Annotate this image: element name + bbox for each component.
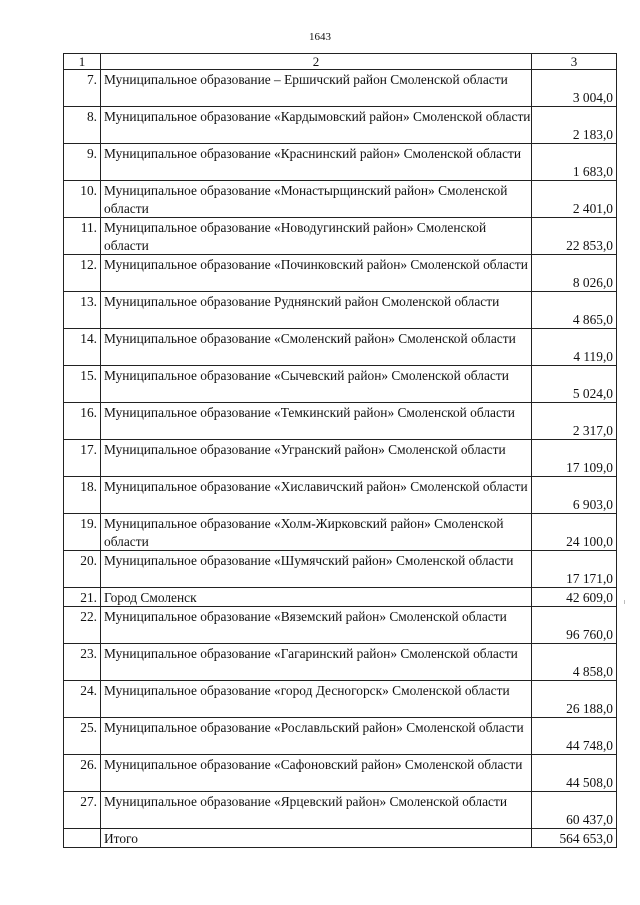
table-row [64,477,617,514]
municipality-name: Муниципальное образование «Шумячский район» Смоленской области [101,551,532,588]
table-row [64,718,617,755]
municipality-name: Муниципальное образование «Хиславичский район» Смоленской области [101,477,532,514]
table-row [64,588,617,607]
amount-value: 26 188,0 [532,681,617,718]
row-number: 22. [64,607,101,644]
municipality-name: Муниципальное образование – Ершичский район Смоленской области [101,70,532,107]
table-row [64,792,617,829]
municipality-name: Муниципальное образование «Починковский район» Смоленской области [101,255,532,292]
row-number: 25. [64,718,101,755]
municipality-name: Муниципальное образование «Угранский район» Смоленской области [101,440,532,477]
municipality-name: Муниципальное образование «Новодугинский район» Смоленской области [101,218,532,255]
header-row [64,54,617,70]
table-row [64,644,617,681]
table-row [64,255,617,292]
row-number: 9. [64,144,101,181]
amount-value: 8 026,0 [532,255,617,292]
amount-value: 24 100,0 [532,514,617,551]
municipality-name: Муниципальное образование «Холм-Жирковский район» Смоленской области [101,514,532,551]
table-row [64,107,617,144]
municipality-name: Муниципальное образование «Смоленский район» Смоленской области [101,329,532,366]
amount-value: 96 760,0 [532,607,617,644]
row-number: 19. [64,514,101,551]
row-number: 21. [64,588,101,607]
amount-value: 17 171,0 [532,551,617,588]
row-number: 20. [64,551,101,588]
municipality-name: Муниципальное образование «Кардымовский район» Смоленской области [101,107,532,144]
scan-mark [624,600,625,604]
row-number: 13. [64,292,101,329]
table-row [64,551,617,588]
municipality-name: Муниципальное образование «Сычевский район» Смоленской области [101,366,532,403]
subsidy-table [63,53,617,848]
table-row [64,403,617,440]
row-number: 11. [64,218,101,255]
row-number: 23. [64,644,101,681]
municipality-name: Муниципальное образование «Вяземский район» Смоленской области [101,607,532,644]
row-number: 27. [64,792,101,829]
table-row [64,70,617,107]
row-number: 12. [64,255,101,292]
row-number: 10. [64,181,101,218]
amount-value: 22 853,0 [532,218,617,255]
header-col-3: 3 [532,54,617,70]
amount-value: 4 119,0 [532,329,617,366]
amount-value: 1 683,0 [532,144,617,181]
row-number: 15. [64,366,101,403]
row-number: 26. [64,755,101,792]
amount-value: 4 865,0 [532,292,617,329]
municipality-name: Муниципальное образование «Монастырщинский район» Смоленской области [101,181,532,218]
amount-value: 5 024,0 [532,366,617,403]
table-row [64,329,617,366]
municipality-name: Муниципальное образование «Краснинский район» Смоленской области [101,144,532,181]
table-row [64,755,617,792]
row-number: 24. [64,681,101,718]
municipality-name: Город Смоленск [101,588,532,607]
table-row [64,218,617,255]
municipality-name: Муниципальное образование «Сафоновский район» Смоленской области [101,755,532,792]
table-row [64,366,617,403]
table-row [64,514,617,551]
amount-value: 42 609,0 [532,588,617,607]
municipality-name: Муниципальное образование «Гагаринский район» Смоленской области [101,644,532,681]
table-row [64,607,617,644]
amount-value: 44 508,0 [532,755,617,792]
amount-value: 2 183,0 [532,107,617,144]
amount-value: 3 004,0 [532,70,617,107]
municipality-name: Муниципальное образование «Рославльский район» Смоленской области [101,718,532,755]
row-number: 8. [64,107,101,144]
row-number: 7. [64,70,101,107]
table-row [64,681,617,718]
row-number: 16. [64,403,101,440]
amount-value: 44 748,0 [532,718,617,755]
header-col-1: 1 [64,54,101,70]
row-number: 18. [64,477,101,514]
total-number [64,829,101,848]
amount-value: 4 858,0 [532,644,617,681]
table-row [64,440,617,477]
table-row [64,292,617,329]
amount-value: 60 437,0 [532,792,617,829]
row-number: 14. [64,329,101,366]
total-label: Итого [101,829,532,848]
header-col-2: 2 [101,54,532,70]
amount-value: 17 109,0 [532,440,617,477]
page-number: 1643 [309,31,331,43]
table-row [64,181,617,218]
municipality-name: Муниципальное образование «Темкинский район» Смоленской области [101,403,532,440]
amount-value: 6 903,0 [532,477,617,514]
municipality-name: Муниципальное образование Руднянский район Смоленской области [101,292,532,329]
amount-value: 2 317,0 [532,403,617,440]
row-number: 17. [64,440,101,477]
total-row [64,829,617,848]
table-row [64,144,617,181]
municipality-name: Муниципальное образование «город Десногорск» Смоленской области [101,681,532,718]
total-value: 564 653,0 [532,829,617,848]
municipality-name: Муниципальное образование «Ярцевский район» Смоленской области [101,792,532,829]
amount-value: 2 401,0 [532,181,617,218]
